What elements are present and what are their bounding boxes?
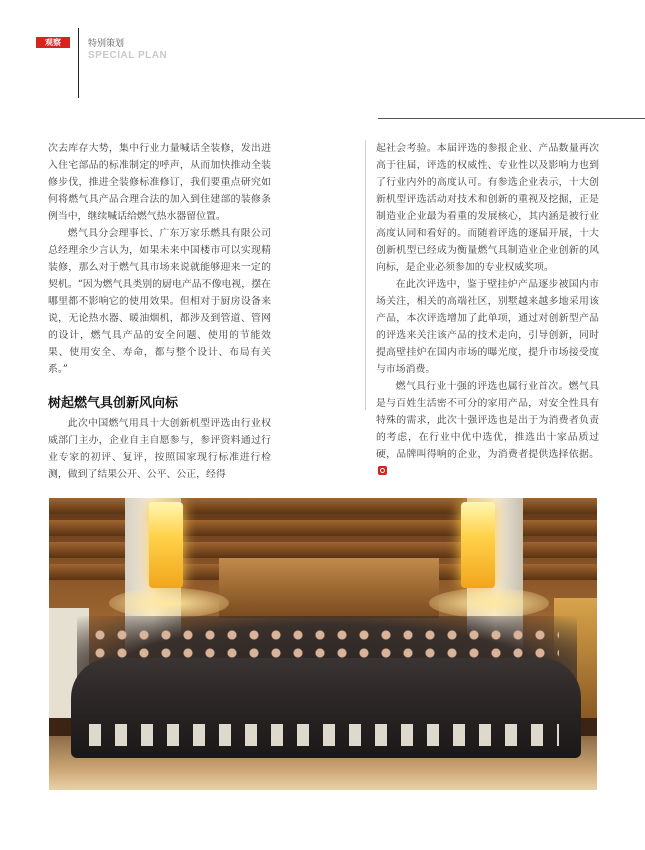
article-end-icon xyxy=(378,466,387,475)
paragraph-text: 燃气具行业十强的评选也属行业首次。燃气具是与百姓生活密不可分的家用产品，对安全性具有特殊的需求，此次十强评选也是出于为消费者负责的考虑，在行业中优中选优，推选出十家品质过硬，品牌叫得响的企业，为消费者提供选择依据。 xyxy=(376,381,599,460)
paragraph: 燃气具分会理事长、广东万家乐燃具有限公司总经理余少言认为，如果未来中国楼市可以实现精装修，那么对于燃气具市场来说就能够迎来一定的契机。“因为燃气具类别的厨电产品不像电视，摆在哪里都不影响它的使用效果。但相对于厨房设备来说，无论热水器、暖油烟机，都涉及到管道、管网的设计，燃气具产品的安全问题、使用的节能效果、使用安全、寿命，都与整个设计、布局有关系。” xyxy=(48,228,271,375)
photo-light-glow xyxy=(429,588,549,618)
paragraph: 次去库存大势，集中行业力量喊话全装修，发出进入住宅部品的标准制定的呼声，从而加快推动全装修步伐，推进全装修标准修订，我们要重点研究如何将燃气具产品合理合法的加入到住建部的装修条例当中，继续喊话给燃气热水器留位置。 xyxy=(48,143,271,222)
photo-light-glow xyxy=(109,588,229,618)
subheading: 树起燃气具创新风向标 xyxy=(48,396,179,411)
chandelier-icon xyxy=(149,502,183,588)
paragraph: 起社会考验。本届评选的参报企业、产品数量再次高于往届，评选的权威性、专业性以及影响力也到了行业内外的高度认可。有参选企业表示，十大创新机型评选活动对技术和创新的重视及挖掘，正是制造业企业最为看重的发展核心，其内涵是被行业高度认同和看好的。而随着评选的逐届开展，十大创新机型已经成为衡量燃气具制造业企业创新的风向标，是企业必须参加的专业权威奖项。 xyxy=(376,143,599,273)
article-left-column xyxy=(48,140,271,483)
paragraph-last xyxy=(376,378,599,480)
paragraph: 此次中国燃气用具十大创新机型评选由行业权威部门主办，企业自主自愿参与，参评资料通过行业专家的初评、复评，按照国家现行标准进行检测，做到了结果公开、公平、公正，经得 xyxy=(48,418,271,480)
section-title-cn: 特别策划 xyxy=(88,39,125,49)
photo-chairs xyxy=(89,724,559,746)
section-badge: 观察 xyxy=(36,37,70,48)
header-divider xyxy=(78,28,79,98)
top-rule xyxy=(378,118,645,119)
column-divider xyxy=(365,140,366,410)
photo-ceiling-center xyxy=(219,558,439,618)
paragraph: 在此次评选中，鉴于壁挂炉产品逐步被国内市场关注，相关的高端社区，别墅越来越多地采用该产品，本次评选增加了此单项，通过对创新型产品的评选来关注该产品的技术走向，引导创新，同时提高壁挂炉在国内市场的曝光度，提升市场接受度与市场消费。 xyxy=(376,279,599,375)
chandelier-icon xyxy=(461,502,495,588)
article-right-column xyxy=(376,140,599,480)
group-photo xyxy=(49,498,597,790)
section-title-en: SPECIAL PLAN xyxy=(88,50,168,61)
